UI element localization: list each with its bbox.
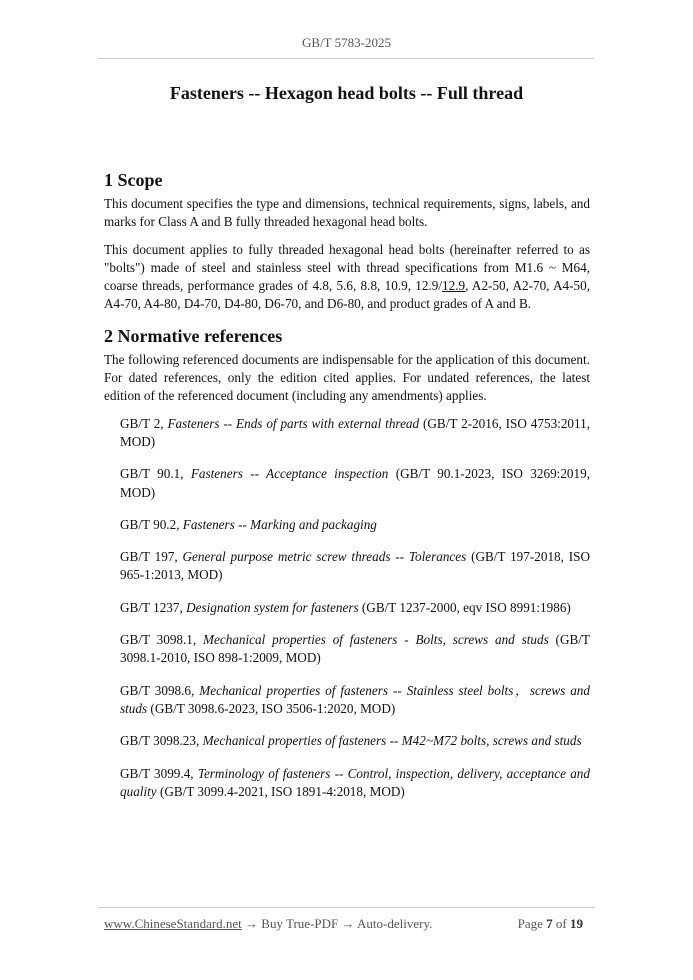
buy-true-pdf-text: Buy True-PDF [261,916,339,931]
reference-title: Designation system for fasteners [186,599,359,615]
reference-item [120,631,590,668]
footer-links [104,916,432,932]
reference-item [120,516,590,534]
document-title: Fasteners -- Hexagon head bolts -- Full thread [169,83,524,103]
reference-list [104,415,590,801]
reference-item [120,415,590,452]
reference-title: Fasteners -- Acceptance inspection [190,466,389,482]
reference-edition: (GB/T 3098.6-2023, ISO 3506-1:2020, MOD) [147,700,396,716]
reference-code: GB/T 90.2, [120,516,183,532]
site-link[interactable]: www.ChineseStandard.net [104,916,242,931]
document-content [104,165,590,815]
standard-code-header: GB/T 5783-2025 [302,35,391,50]
reference-edition: (GB/T 2-2016, ISO 4753:2011, MOD) [120,415,591,449]
of-label: of [555,916,567,931]
reference-title: Mechanical properties of fasteners - Bolts, screws and studs [203,632,549,648]
reference-code: GB/T 3099.4, [120,765,198,781]
reference-item [120,599,590,617]
reference-item [120,465,590,502]
header-divider [98,58,595,59]
scope-paragraph-1: This document specifies the type and dimensions, technical requirements, signs, labels, and marks for Class A and B fully threaded hexagonal head bolts. [104,196,590,230]
reference-code: GB/T 197, [120,549,183,565]
reference-title: Mechanical properties of fasteners -- M42~M72 bolts, screws and studs [202,733,582,749]
reference-code: GB/T 1237, [120,599,187,615]
reference-title: Fasteners -- Ends of parts with external thread [167,415,420,431]
reference-edition: (GB/T 90.1-2023, ISO 3269:2019, MOD) [120,466,590,500]
reference-item [120,548,590,585]
reference-code: GB/T 3098.6, [120,682,200,698]
scope-paragraph-2-underlined-grade: 12.9 [442,278,466,294]
reference-edition: (GB/T 3099.4-2021, ISO 1891-4:2018, MOD) [156,783,405,799]
arrow-icon: → [341,916,355,931]
reference-title: Mechanical properties of fasteners -- Stainless steel bolts，screws and studs [120,682,590,716]
scope-paragraph-2 [104,241,590,314]
section-heading-scope: 1 Scope [104,170,163,190]
page-number [518,916,583,932]
reference-item [120,765,590,802]
normative-intro-paragraph: The following referenced documents are indispensable for the application of this document. For dated references, only the edition cited applies. For undated references, the latest edition of the referenced document (including any amendments) applies. [104,351,590,404]
reference-edition: (GB/T 3098.1-2010, ISO 898-1:2009, MOD) [120,632,590,666]
page-label: Page [517,916,543,931]
reference-item [120,732,590,750]
scope-paragraph-2-text-a: This document applies to fully threaded hexagonal head bolts (hereinafter referred to as "bolts") made of steel and stainless steel with thread specifications from M1.6 ~ M64, coarse threads, performance grades of 4.8, 5.6, 8.8, 10.9, 12.9/ [104,241,590,294]
auto-delivery-text: Auto-delivery. [357,916,433,931]
reference-title: General purpose metric screw threads -- Tolerances [182,549,467,565]
section-heading-normative-references: 2 Normative references [104,325,283,346]
total-pages-number: 19 [570,916,583,931]
reference-edition: (GB/T 197-2018, ISO 965-1:2013, MOD) [120,549,590,583]
arrow-icon: → [245,916,259,931]
reference-title: Fasteners -- Marking and packaging [182,516,377,532]
reference-title: Terminology of fasteners -- Control, inspection, delivery, acceptance and quality [120,765,590,799]
reference-code: GB/T 3098.1, [120,632,204,648]
reference-item [120,682,590,719]
footer-divider [98,907,595,908]
reference-code: GB/T 2, [120,415,168,431]
reference-edition: (GB/T 1237-2000, eqv ISO 8991:1986) [358,599,571,615]
reference-code: GB/T 90.1, [120,466,191,482]
scope-paragraph-2-text-b: , A2-50, A2-70, A4-50, A4-70, A4-80, D4-70, D4-80, D6-70, and D6-80, and product grades of A and B. [104,278,591,312]
current-page-number: 7 [546,916,553,931]
reference-code: GB/T 3098.23, [120,733,203,749]
